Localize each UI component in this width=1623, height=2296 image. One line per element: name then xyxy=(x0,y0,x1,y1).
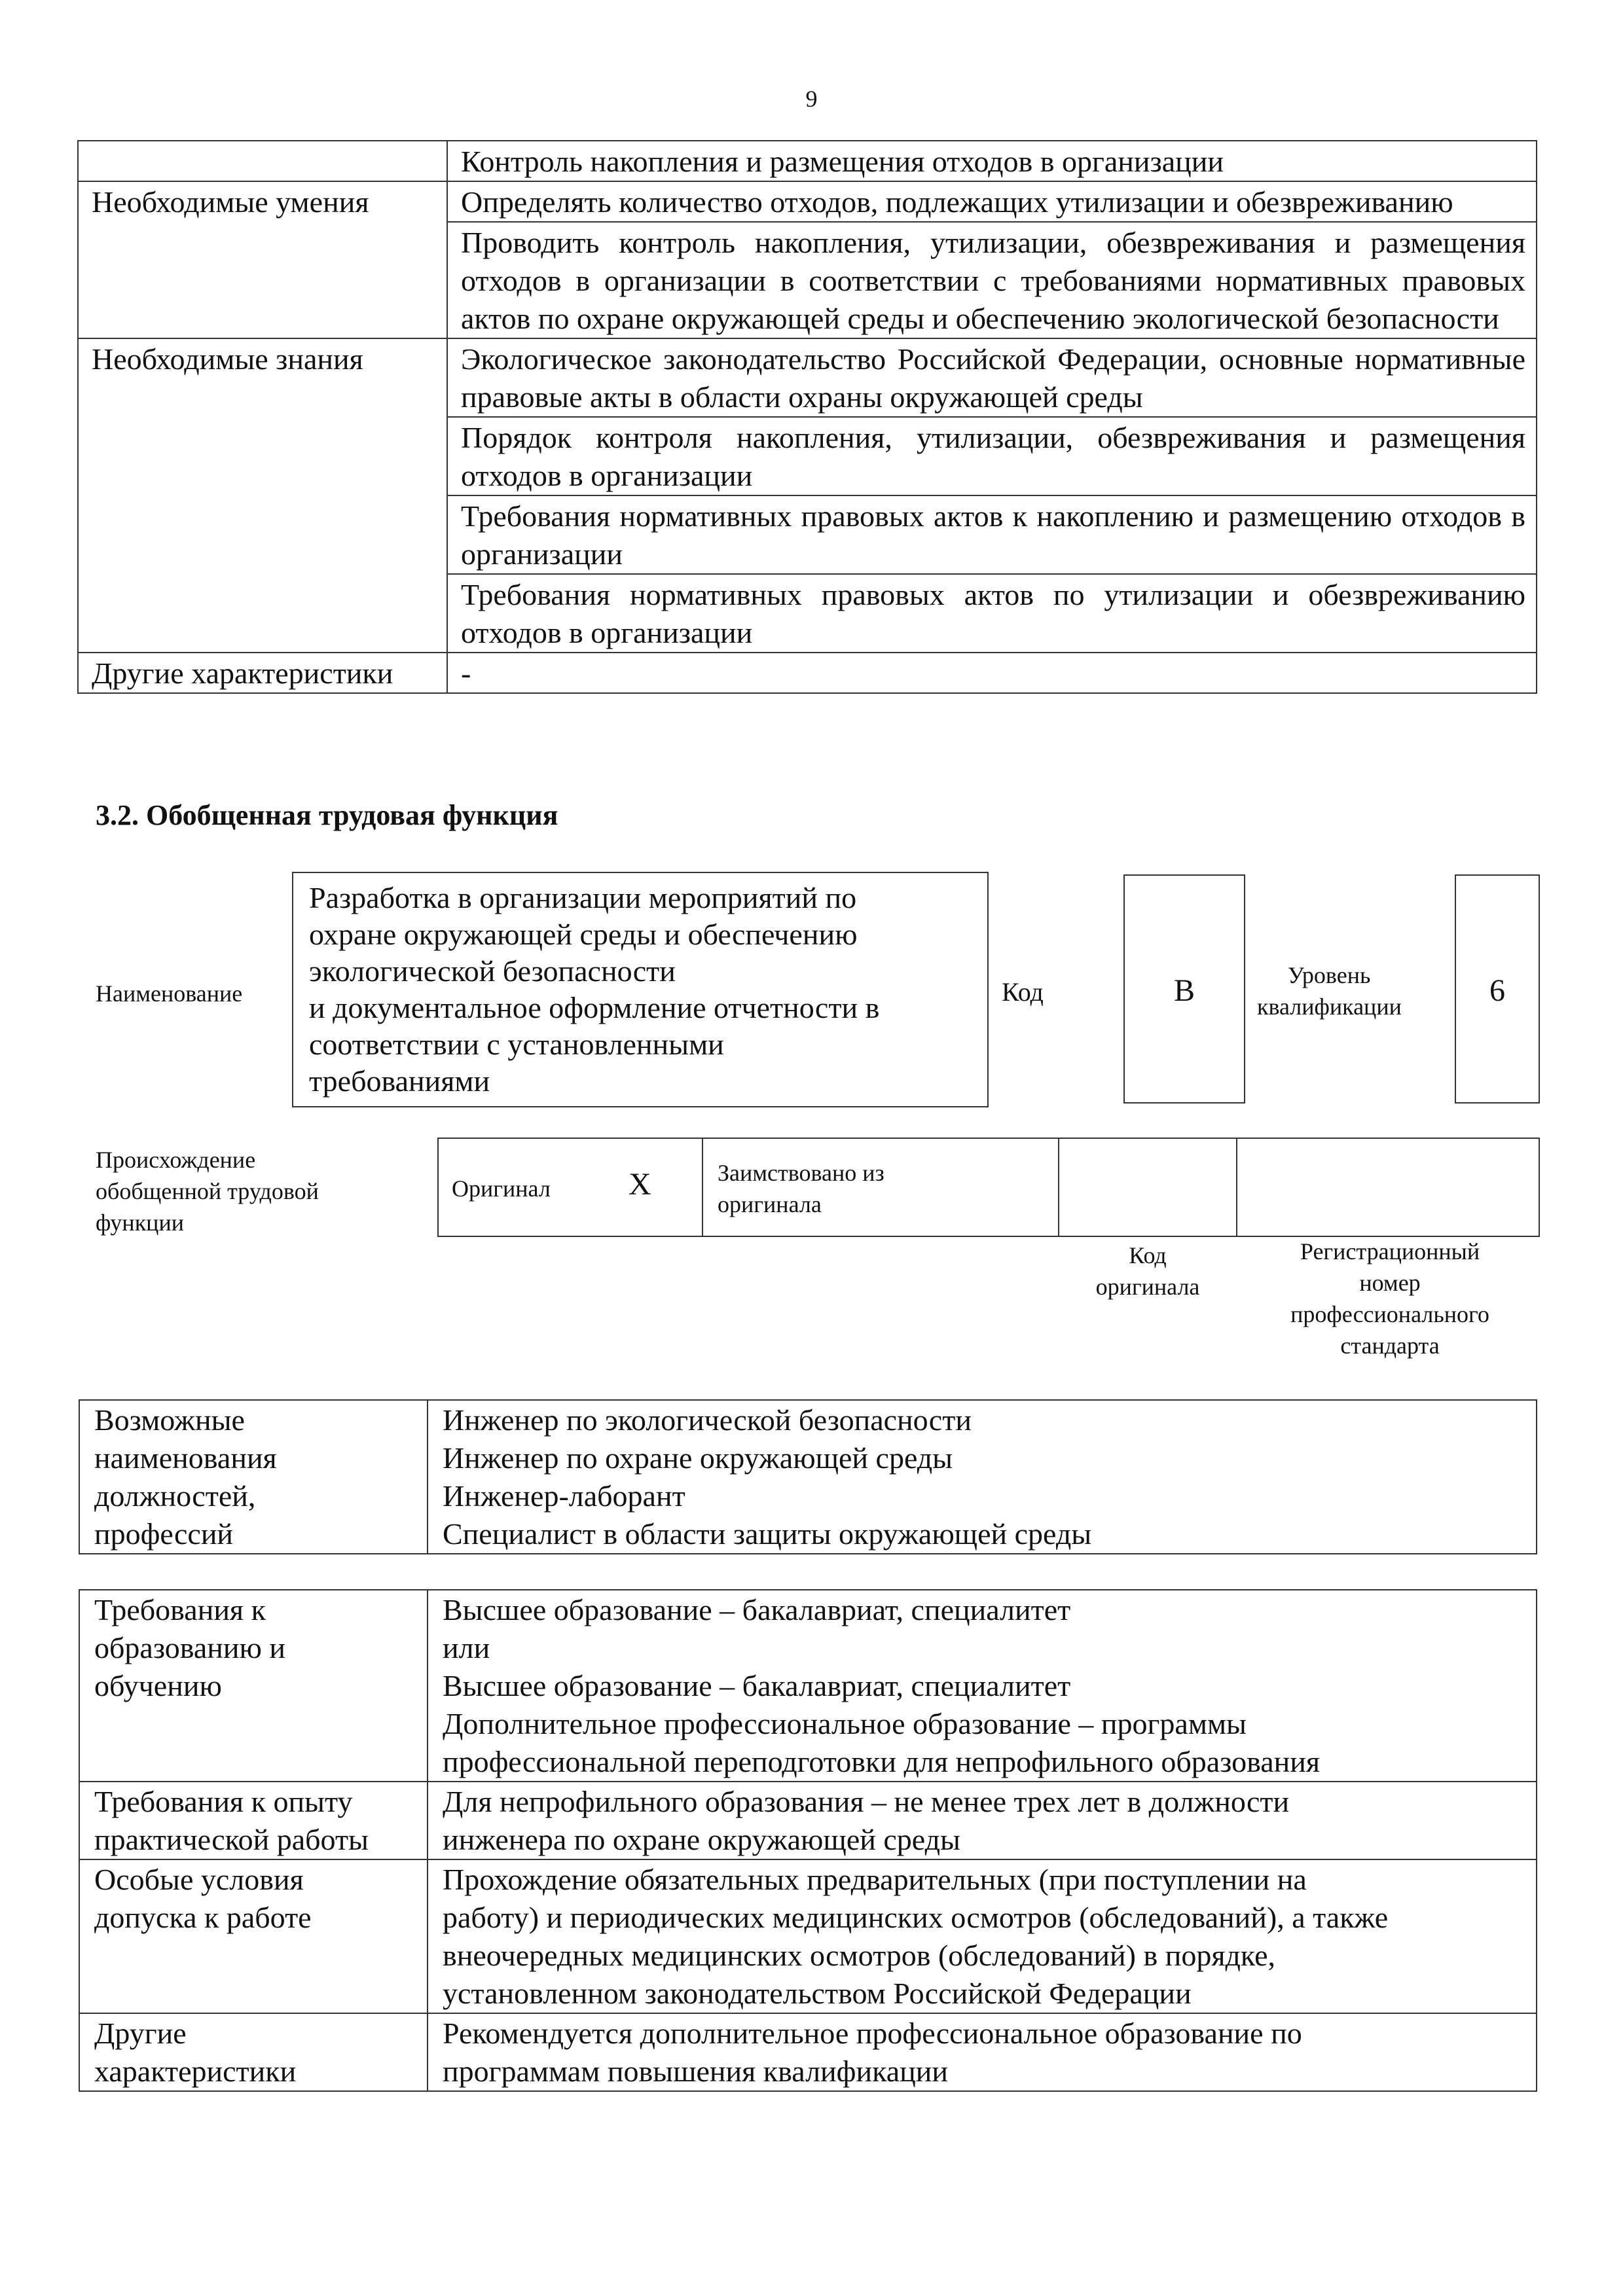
table-label-cell xyxy=(79,2013,428,2091)
level-label-line: квалификации xyxy=(1257,994,1402,1020)
label-line: профессий xyxy=(94,1517,234,1551)
table-label-cell: Необходимые умения xyxy=(78,181,447,338)
table-row xyxy=(79,1782,1537,1859)
label-line: характеристики xyxy=(94,2054,297,2088)
table-label-cell xyxy=(79,1400,428,1554)
label-line: Особые условия xyxy=(94,1863,304,1896)
table-value-cell: Экологическое законодательство Российской Федерации, основные нормативные правовые акты в области охраны окружающей среды xyxy=(447,338,1537,417)
label-line: наименования xyxy=(94,1441,277,1475)
position-name: Инженер по охране окружающей среды xyxy=(443,1441,953,1475)
label-line: должностей, xyxy=(94,1479,256,1513)
origin-label-line: обобщенной трудовой xyxy=(96,1178,319,1204)
function-name-line: соответствии с установленными xyxy=(309,1028,724,1061)
origin-label-line: функции xyxy=(96,1210,184,1236)
origin-label xyxy=(96,1144,319,1238)
section-title: 3.2. Обобщенная трудовая функция xyxy=(96,799,558,831)
code-box xyxy=(1123,874,1245,1103)
table-value-cell xyxy=(428,1400,1537,1554)
table-value-cell xyxy=(428,1859,1537,2013)
function-name-line: экологической безопасности xyxy=(309,954,676,988)
label-line: Требования к xyxy=(94,1593,266,1626)
table-row xyxy=(78,338,1537,417)
function-name-box xyxy=(292,872,989,1107)
value-line: Высшее образование – бакалавриат, специалитет xyxy=(443,1593,1071,1626)
table-label-cell xyxy=(79,1859,428,2013)
value-line: профессиональной переподготовки для непрофильного образования xyxy=(443,1745,1320,1778)
table-label-cell xyxy=(79,1590,428,1782)
label-line: Возможные xyxy=(94,1403,245,1437)
value-line: инженера по охране окружающей среды xyxy=(443,1823,960,1856)
value-line: программам повышения квалификации xyxy=(443,2054,949,2088)
table-row xyxy=(79,1590,1537,1782)
table-value-cell: Контроль накопления и размещения отходов в организации xyxy=(447,141,1537,181)
table-value-cell: - xyxy=(447,653,1537,693)
label-line: допуска к работе xyxy=(94,1901,312,1934)
level-label xyxy=(1257,960,1401,1022)
position-name: Инженер-лаборант xyxy=(443,1479,685,1513)
value-line: Рекомендуется дополнительное профессиональное образование по xyxy=(443,2017,1302,2050)
table-row xyxy=(78,141,1537,181)
original-mark: X xyxy=(629,1167,651,1202)
code-original-caption xyxy=(1061,1240,1235,1302)
table-row xyxy=(79,1859,1537,2013)
function-name-line: Разработка в организации мероприятий по xyxy=(309,881,857,914)
table-value-cell xyxy=(428,1590,1537,1782)
table-label-cell xyxy=(79,1782,428,1859)
table-label-cell xyxy=(78,141,447,181)
code-original-caption-line: Код xyxy=(1129,1242,1167,1268)
code-original-caption-line: оригинала xyxy=(1095,1274,1200,1300)
table-row xyxy=(78,181,1537,222)
function-name-line: охране окружающей среды и обеспечению xyxy=(309,918,858,951)
value-line: или xyxy=(443,1631,490,1664)
value-line: установленном законодательством Российской Федерации xyxy=(443,1977,1192,2010)
function-name-line: и документальное оформление отчетности в xyxy=(309,991,880,1024)
value-line: Для непрофильного образования – не менее трех лет в должности xyxy=(443,1785,1290,1818)
value-line: Прохождение обязательных предварительных (при поступлении на xyxy=(443,1863,1307,1896)
table-value-cell: Требования нормативных правовых актов по утилизации и обезвреживанию отходов в организации xyxy=(447,574,1537,653)
table-value-cell xyxy=(428,1782,1537,1859)
value-line: Дополнительное профессиональное образование – программы xyxy=(443,1707,1247,1740)
value-line: Высшее образование – бакалавриат, специалитет xyxy=(443,1669,1071,1702)
table-value-cell: Требования нормативных правовых актов к накоплению и размещению отходов в организации xyxy=(447,495,1537,574)
value-line: внеочередных медицинских осмотров (обследований) в порядке, xyxy=(443,1939,1276,1972)
label-line: Другие xyxy=(94,2017,187,2050)
code-label: Код xyxy=(1002,977,1044,1007)
borrowed-label xyxy=(718,1157,884,1220)
label-line: образованию и xyxy=(94,1631,285,1664)
positions-table xyxy=(79,1399,1537,1554)
registration-caption-line: номер xyxy=(1359,1270,1421,1296)
position-name: Специалист в области защиты окружающей среды xyxy=(443,1517,1092,1551)
borrowed-label-line: оригинала xyxy=(718,1191,822,1217)
origin-row xyxy=(437,1138,1540,1237)
level-value: 6 xyxy=(1489,973,1505,1008)
function-name-line: требованиями xyxy=(309,1064,490,1098)
table-row xyxy=(79,1400,1537,1554)
table-value-cell: Проводить контроль накопления, утилизации, обезвреживания и размещения отходов в организации в соответствии с требованиями нормативных правовых актов по охране окружающей среды и обеспечению экологической безопасности xyxy=(447,222,1537,338)
table-label-cell: Необходимые знания xyxy=(78,338,447,653)
registration-caption-line: профессионального xyxy=(1290,1301,1489,1327)
skills-knowledge-table xyxy=(77,140,1537,694)
original-label: Оригинал xyxy=(452,1175,551,1202)
registration-number-caption xyxy=(1244,1236,1536,1361)
table-value-cell: Порядок контроля накопления, утилизации, обезвреживания и размещения отходов в организации xyxy=(447,417,1537,495)
label-line: обучению xyxy=(94,1669,222,1702)
table-row xyxy=(78,653,1537,693)
position-name: Инженер по экологической безопасности xyxy=(443,1403,972,1437)
level-label-line: Уровень xyxy=(1287,962,1371,988)
registration-caption-line: стандарта xyxy=(1340,1333,1440,1359)
code-value: B xyxy=(1173,973,1195,1008)
table-value-cell xyxy=(428,2013,1537,2091)
value-line: работу) и периодических медицинских осмотров (обследований), а также xyxy=(443,1901,1389,1934)
table-label-cell: Другие характеристики xyxy=(78,653,447,693)
registration-caption-line: Регистрационный xyxy=(1300,1238,1480,1265)
table-row xyxy=(79,2013,1537,2091)
borrowed-label-line: Заимствовано из xyxy=(718,1160,884,1186)
origin-label-line: Происхождение xyxy=(96,1147,256,1173)
level-box xyxy=(1455,874,1540,1103)
page-number: 9 xyxy=(805,86,818,112)
table-value-cell: Определять количество отходов, подлежащих утилизации и обезвреживанию xyxy=(447,181,1537,222)
label-line: практической работы xyxy=(94,1823,369,1856)
label-line: Требования к опыту xyxy=(94,1785,353,1818)
name-label: Наименование xyxy=(96,980,243,1007)
requirements-table xyxy=(79,1589,1537,2092)
